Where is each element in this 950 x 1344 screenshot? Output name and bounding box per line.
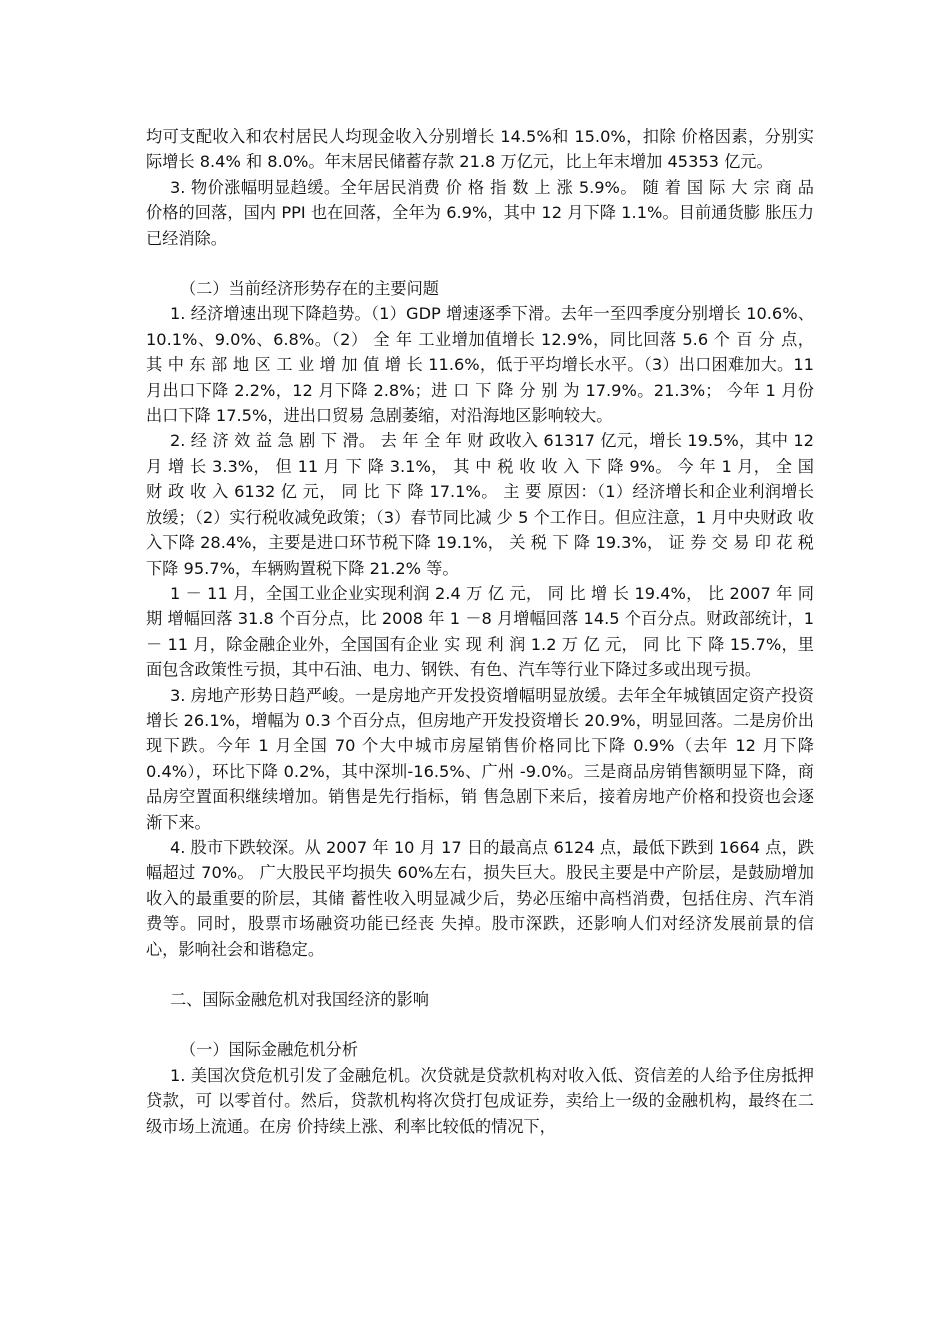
paragraph-real-estate: 3. 房地产形势日趋严峻。一是房地产开发投资增幅明显放缓。去年全年城镇固定资产投资增长 26.1%，增幅为 0.3 个百分点，但房地产开发投资增长 20.9%，明显回落。二是房价出现下跌。今年 1 月全国 70 个大中城市房屋销售价格同比下降 0.9%（去年 12 月下降 0.4%），环比下降 0.2%，其中深圳-16.5%、广州 -9.0%。三是商品房销售额明显下降，商品房空置面积继续增加。销售是先行指标，销 售急剧下来后，接着房地产价格和投资也会逐渐下来。 — [146, 685, 814, 832]
paragraph-growth-decline: 1. 经济增速出现下降趋势。（1）GDP 增速逐季下滑。去年一至四季度分别增长 10.6%、10.1%、9.0%、6.8%。（2） 全 年 工业增加值增长 12.9%，同比回落 5.6 个 百 分 点， 其 中 东 部 地 区 工 业 增 加 值 增 长 11.6%，低于平均增长水平。（3）出口困难加大。11 月出口下降 2.2%，12 月下降 2.8%；进 口 下 降 分 别 为 17.9%。21.3%； 今年 1 月份出口下降 17.5%，进出口贸易 急剧萎缩，对沿海地区影响较大。 — [146, 304, 814, 426]
spacer — [146, 962, 814, 987]
paragraph-efficiency-decline: 2. 经 济 效 益 急 剧 下 滑。 去 年 全 年 财 政收入 61317 亿元，增长 19.5%，其中 12 月 增 长 3.3%， 但 11 月 下 降 3.1%， 其 中 税 收 收 入 下 降 9%。 今 年 1 月， 全 国 财 政 收 入 6132 亿 元， 同 比 下 降 17.1%。 主 要 原因：（1）经济增长和企业利润增长放缓；（2）实行税收减免政策；（3）春节同比减 少 5 个工作日。但应注意，1 月中央财政 收入下降 28.4%，主要是进口环节税下降 19.1%， 关 税 下 降 19.3%， 证 券 交 易 印 花 税下降 95.7%，车辆购置税下降 21.2% 等。 — [146, 431, 814, 578]
paragraph-subprime-crisis: 1. 美国次贷危机引发了金融危机。次贷就是贷款机构对收入低、资信差的人给予住房抵押贷款，可 以零首付。然后，贷款机构将次贷打包成证券，卖给上一级的金融机构，最终在二级市场上流通。在房 价持续上涨、利率比较低的情况下， — [146, 1065, 814, 1136]
section-heading-international-crisis: 二、国际金融危机对我国经济的影响 — [170, 990, 429, 1009]
paragraph-prices: 3. 物价涨幅明显趋缓。全年居民消费 价 格 指 数 上 涨 5.9%。 随 着 国 际 大 宗 商 品 价格的回落，国内 PPI 也在回落，全年为 6.9%，其中 12 月下降 1.1%。目前通货膨 胀压力已经消除。 — [146, 177, 814, 248]
paragraph-stock-market: 4. 股市下跌较深。从 2007 年 10 月 17 日的最高点 6124 点，最低下跌到 1664 点，跌幅超过 70%。 广大股民平均损失 60%左右，损失巨大。股民主要是中产阶层，是鼓励增加收入的最重要的阶层，其储 蓄性收入明显减少后，势必压缩中高档消费，包括住房、汽车消费等。同时，股票市场融资功能已经丧 失掉。股市深跌，还影响人们对经济发展前景的信心，影响社会和谐稳定。 — [146, 837, 814, 959]
document-body — [146, 124, 814, 1139]
paragraph-industrial-profits: 1 － 11 月，全国工业企业实现利润 2.4 万 亿 元， 同 比 增 长 19.4%， 比 2007 年 同 期 增幅回落 31.8 个百分点，比 2008 年 1 －8 月增幅回落 14.5 个百分点。财政部统计，1 － 11 月，除金融企业外，全国国有企业 实 现 利 润 1.2 万 亿 元， 同 比 下 降 15.7%，里面包含政策性亏损，其中石油、电力、钢铁、有色、汽车等行业下降过多或出现亏损。 — [146, 583, 814, 680]
spacer — [146, 1012, 814, 1037]
section-heading-crisis-analysis: （一）国际金融危机分析 — [180, 1040, 359, 1060]
paragraph-income: 均可支配收入和农村居民人均现金收入分别增长 14.5%和 15.0%，扣除 价格因素，分别实际增长 8.4% 和 8.0%。年末居民储蓄存款 21.8 万亿元，比上年末增加 45353 亿元。 — [146, 127, 814, 172]
spacer — [146, 251, 814, 276]
section-heading-current-problems: （二）当前经济形势存在的主要问题 — [180, 279, 439, 299]
